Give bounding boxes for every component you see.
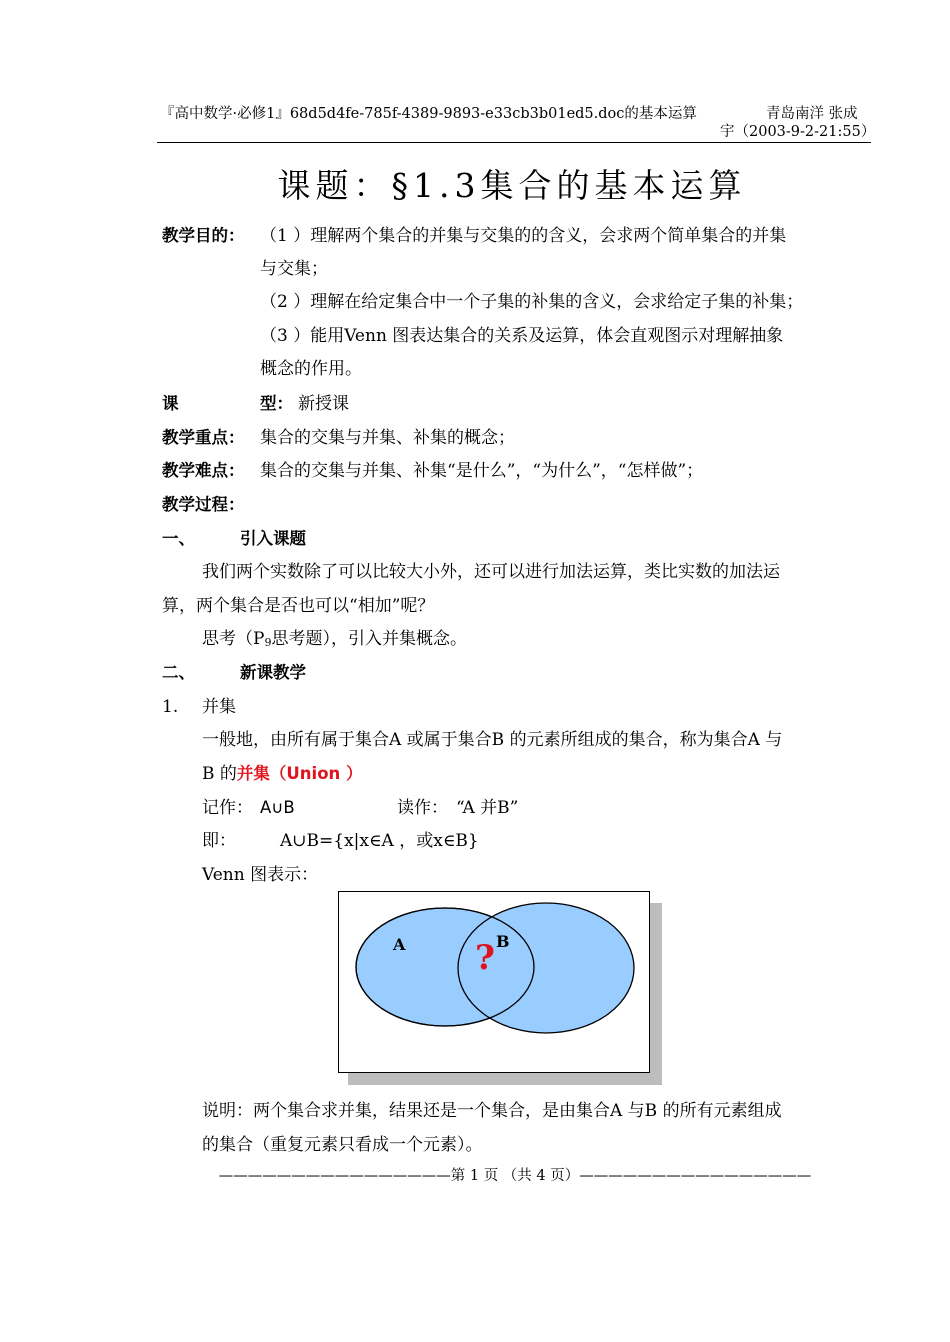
venn-label: Venn 图表示：: [202, 865, 319, 885]
objective-1-line2: 与交集；: [260, 259, 328, 279]
header-doc-title: 『高中数学·必修1』68d5d4fe-785f-4389-9893-e33cb3b01ed5.doc的基本运算: [160, 106, 697, 122]
page-title: 课题：§1.3集合的基本运算: [277, 166, 747, 205]
objectives-label: 教学目的：: [162, 226, 245, 245]
objective-2: （2 ）理解在给定集合中一个子集的补集的含义，会求给定子集的补集；: [260, 292, 804, 312]
section1-number: 一、: [162, 529, 195, 548]
key-points-label: 教学重点：: [162, 428, 245, 447]
notation-value: A∪B: [260, 798, 295, 817]
page-footer: ————————————————第 1 页 （共 4 页）————————————————: [218, 1168, 812, 1184]
union-number: 1.: [162, 697, 179, 717]
think-suffix: 思考题），引入并集概念。: [271, 629, 467, 649]
objective-3-line1: （3 ）能用Venn 图表达集合的关系及运算，体会直观图示对理解抽象: [260, 326, 784, 346]
union-definition-line1: 一般地，由所有属于集合A 或属于集合B 的元素所组成的集合，称为集合A 与: [202, 730, 783, 750]
process-label: 教学过程：: [162, 495, 245, 514]
section1-para-line2: 算，两个集合是否也可以“相加”呢？: [162, 596, 435, 616]
think-prefix: 思考（P: [202, 629, 265, 649]
reading-value: “A 并B”: [456, 798, 519, 818]
note-line2: 的集合（重复元素只看成一个元素）。: [202, 1135, 483, 1155]
question-mark: ?: [475, 938, 495, 978]
think-page-number: 9: [264, 636, 272, 649]
think-line: [202, 628, 467, 654]
union-term: 并集（Union ）: [236, 764, 363, 783]
header-rule: [157, 142, 871, 143]
lesson-type-label-a: 课: [162, 394, 179, 413]
set-b-label: B: [496, 932, 510, 951]
objective-3-line2: 概念的作用。: [260, 359, 362, 379]
header-date: 宇（2003-9-2-21:55）: [720, 124, 876, 140]
formula-value: A∪B={x|x∈A ，或x∈B}: [280, 831, 479, 851]
difficulties-label: 教学难点：: [162, 461, 245, 480]
section1-para-line1: 我们两个实数除了可以比较大小外，还可以进行加法运算，类比实数的加法运: [202, 562, 780, 582]
lesson-type-label-b: 型：: [260, 394, 293, 413]
set-a-label: A: [393, 935, 406, 954]
section2-heading: 新课教学: [240, 663, 306, 682]
key-points-value: 集合的交集与并集、补集的概念；: [260, 428, 515, 448]
difficulties-value: 集合的交集与并集、补集“是什么”，“为什么”，“怎样做”；: [260, 461, 704, 481]
section1-heading: 引入课题: [240, 529, 306, 548]
venn-diagram: [338, 891, 650, 1073]
lesson-type-value: 新授课: [298, 394, 349, 414]
section2-number: 二、: [162, 663, 195, 682]
objective-1-line1: （1 ）理解两个集合的并集与交集的的含义，会求两个简单集合的并集: [260, 226, 787, 246]
header-author: 青岛南洋 张成: [766, 106, 858, 122]
reading-label: 读作：: [397, 798, 448, 818]
union-def-prefix: B 的: [202, 764, 237, 784]
notation-label: 记作：: [202, 798, 253, 818]
formula-label: 即：: [202, 831, 236, 851]
note-line1: 说明：两个集合求并集，结果还是一个集合，是由集合A 与B 的所有元素组成: [202, 1101, 782, 1121]
union-heading: 并集: [202, 697, 236, 717]
union-definition-line2: [202, 763, 363, 785]
